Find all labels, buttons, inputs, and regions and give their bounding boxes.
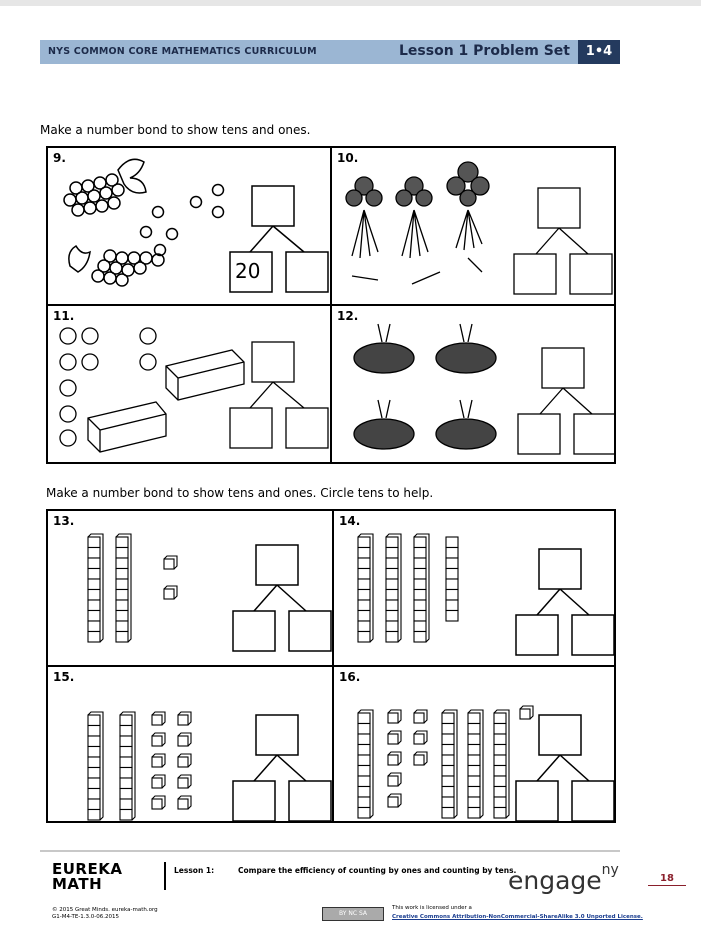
problem-13 <box>47 510 333 666</box>
problem-15 <box>47 666 333 822</box>
base-ten-blocks <box>48 667 334 823</box>
bags-picture <box>332 306 616 464</box>
curriculum-name: NYS COMMON CORE MATHEMATICS CURRICULUM <box>48 46 317 57</box>
ten-stick <box>88 712 103 820</box>
lesson-description: Compare the efficiency of counting by ones and counting by tens. <box>238 866 517 875</box>
problem-12 <box>331 305 615 463</box>
given-part-value: 20 <box>235 259 261 283</box>
one-cube <box>152 712 165 725</box>
one-cube <box>388 731 401 744</box>
one-cube <box>178 712 191 725</box>
eureka-logo: EUREKA MATH <box>52 860 123 893</box>
license-text: This work is licensed under a <box>392 905 472 911</box>
ten-stick <box>116 534 131 642</box>
problem-label: 12. <box>337 309 359 323</box>
footer-divider <box>40 850 620 852</box>
problem-14 <box>333 510 615 666</box>
top-strip <box>0 0 701 6</box>
problem-9 <box>47 147 331 305</box>
grapes-picture <box>48 148 332 306</box>
number-bond <box>516 549 614 655</box>
copyright: © 2015 Great Minds. eureka-math.org G1-M4-TE-1.3.0-06.2015 <box>52 907 158 920</box>
problem-label: 10. <box>337 151 359 165</box>
lesson-title: Lesson 1 Problem Set <box>399 43 570 59</box>
one-cube <box>520 706 533 719</box>
instruction-1: Make a number bond to show tens and ones. <box>40 123 311 137</box>
one-cube <box>164 586 177 599</box>
problem-label: 9. <box>53 151 66 165</box>
ten-stick <box>386 534 401 642</box>
ten-stick <box>442 710 457 818</box>
one-cube <box>414 710 427 723</box>
problem-label: 11. <box>53 309 75 323</box>
ten-stick <box>414 534 429 642</box>
one-cube <box>178 796 191 809</box>
one-cube <box>178 775 191 788</box>
license-link[interactable]: Creative Commons Attribution-NonCommercial-ShareAlike 3.0 Unported License. <box>392 914 643 920</box>
footer-separator <box>164 862 166 890</box>
number-bond <box>233 545 331 651</box>
number-bond <box>233 715 331 821</box>
ten-stick <box>468 710 483 818</box>
base-ten-blocks <box>48 511 334 667</box>
problem-label: 16. <box>339 670 361 684</box>
one-cube <box>388 752 401 765</box>
one-cube <box>152 796 165 809</box>
apples-picture <box>48 306 332 464</box>
problem-11 <box>47 305 331 463</box>
base-ten-blocks <box>334 667 616 823</box>
ones-column <box>446 537 458 621</box>
engage-ny-logo: engage$^{ny}$ <box>508 861 619 895</box>
base-ten-blocks <box>334 511 616 667</box>
ten-stick <box>88 534 103 642</box>
ten-stick <box>120 712 135 820</box>
problem-label: 14. <box>339 514 361 528</box>
instruction-2: Make a number bond to show tens and ones. Circle tens to help. <box>46 486 434 500</box>
page-number: 18 <box>648 873 686 886</box>
problem-label: 13. <box>53 514 75 528</box>
problem-10 <box>331 147 615 305</box>
ten-stick <box>358 534 373 642</box>
one-cube <box>178 754 191 767</box>
one-cube <box>388 773 401 786</box>
lesson-label: Lesson 1: <box>174 866 215 875</box>
problem-grid-1 <box>46 146 616 464</box>
problem-grid-2 <box>46 509 616 823</box>
one-cube <box>388 794 401 807</box>
ten-stick <box>358 710 373 818</box>
cc-license-badge: BY NC SA <box>322 907 384 921</box>
problem-16 <box>333 666 615 822</box>
one-cube <box>178 733 191 746</box>
one-cube <box>152 733 165 746</box>
one-cube <box>152 754 165 767</box>
problem-label: 15. <box>53 670 75 684</box>
carrots-picture <box>332 148 616 306</box>
page-header <box>40 40 620 64</box>
one-cube <box>152 775 165 788</box>
ten-stick <box>494 710 509 818</box>
one-cube <box>414 731 427 744</box>
one-cube <box>414 752 427 765</box>
one-cube <box>164 556 177 569</box>
number-bond <box>516 715 614 821</box>
module-badge: 1•4 <box>578 40 620 64</box>
one-cube <box>388 710 401 723</box>
